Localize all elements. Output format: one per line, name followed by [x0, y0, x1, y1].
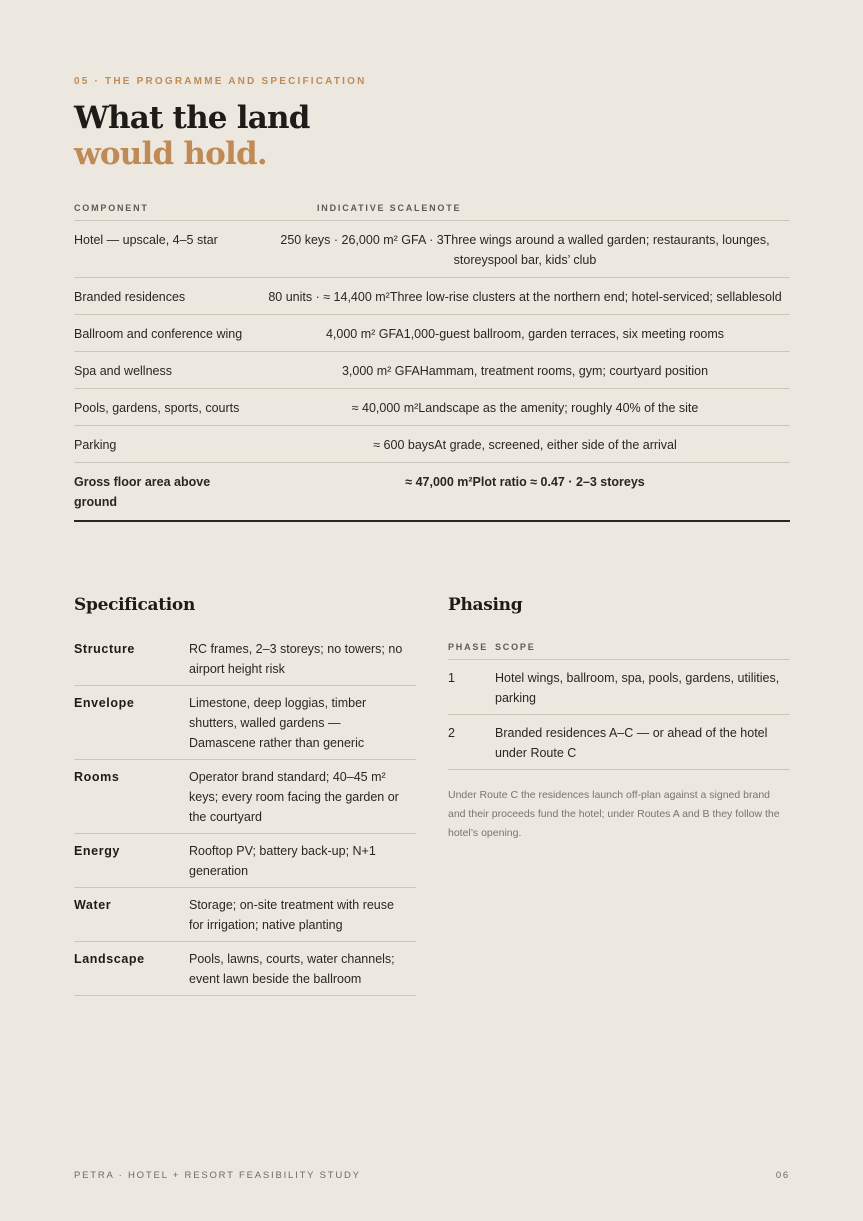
spec-key: Water — [74, 898, 112, 912]
table-row — [74, 426, 790, 463]
table-row — [74, 352, 790, 389]
specification-title: Specification — [74, 595, 196, 615]
header-scale-note: INDICATIVE SCALENOTE — [317, 202, 462, 213]
phasing-note: Under Route C the residences launch off-plan against a signed brand and their proceeds fund the hotel; under Routes A and B they follow the hotel’s opening. — [448, 789, 780, 839]
spec-value: Limestone, deep loggias, timber shutters, walled gardens — Damascene rather than generic — [189, 696, 367, 750]
spec-key: Structure — [74, 642, 135, 656]
header-phase: PHASE — [448, 642, 489, 652]
row-scale-note: ≈ 40,000 m²Landscape as the amenity; roughly 40% of the site — [351, 401, 699, 415]
header-component: COMPONENT — [74, 202, 149, 213]
phase-number: 1 — [448, 671, 455, 685]
row-component: Ballroom and conference wing — [74, 327, 243, 341]
table-row — [74, 389, 790, 426]
spec-value: Rooftop PV; battery back-up; N+1 generation — [189, 844, 376, 878]
phase-row — [448, 715, 790, 770]
spec-key: Rooms — [74, 770, 120, 784]
phasing-title: Phasing — [448, 595, 523, 615]
row-scale-note: 250 keys · 26,000 m² GFA · 3Three wings around a walled garden; restaurants, lounges, storeyspool bar, kids’ club — [280, 233, 770, 267]
row-scale-note: ≈ 600 baysAt grade, screened, either side of the arrival — [373, 438, 677, 452]
total-component: Gross floor area above ground — [74, 475, 211, 509]
table-row — [74, 315, 790, 352]
spec-row — [74, 632, 416, 686]
row-scale-note: 4,000 m² GFA1,000-guest ballroom, garden terraces, six meeting rooms — [325, 327, 725, 341]
spec-row — [74, 888, 416, 942]
row-component: Pools, gardens, sports, courts — [74, 401, 240, 415]
total-scale-note: ≈ 47,000 m²Plot ratio ≈ 0.47 · 2–3 storeys — [405, 475, 645, 489]
spec-key: Energy — [74, 844, 120, 858]
spec-value: RC frames, 2–3 storeys; no towers; no airport height risk — [189, 642, 403, 676]
phasing-table — [448, 635, 790, 843]
spec-row — [74, 942, 416, 996]
page — [74, 0, 790, 1221]
spec-row — [74, 760, 416, 834]
row-component: Branded residences — [74, 290, 186, 304]
spec-key: Landscape — [74, 952, 145, 966]
header-scope: SCOPE — [495, 642, 536, 652]
phase-row — [448, 660, 790, 715]
title-line-2: would hold. — [74, 136, 267, 172]
phasing-header — [448, 635, 790, 660]
row-component: Hotel — upscale, 4–5 star — [74, 233, 218, 247]
footer-title: PETRA · HOTEL + RESORT FEASIBILITY STUDY — [74, 1170, 361, 1181]
table-row — [74, 278, 790, 315]
row-scale-note: 3,000 m² GFAHammam, treatment rooms, gym; courtyard position — [341, 364, 709, 378]
programme-table — [74, 195, 790, 522]
total-row — [74, 463, 790, 522]
spec-value: Operator brand standard; 40–45 m² keys; every room facing the garden or the courtyard — [189, 770, 399, 824]
row-scale-note: 80 units · ≈ 14,400 m²Three low-rise clusters at the northern end; hotel-serviced; sellablesold — [268, 290, 782, 304]
spec-value: Pools, lawns, courts, water channels; event lawn beside the ballroom — [189, 952, 395, 986]
page-title — [74, 100, 310, 172]
spec-key: Envelope — [74, 696, 135, 710]
phase-scope: Hotel wings, ballroom, spa, pools, gardens, utilities, parking — [495, 671, 780, 705]
spec-row — [74, 834, 416, 888]
table-row — [74, 221, 790, 278]
title-line-1: What the land — [74, 100, 310, 136]
section-eyebrow: 05 · THE PROGRAMME AND SPECIFICATION — [74, 76, 367, 87]
programme-table-header — [74, 195, 790, 221]
spec-row — [74, 686, 416, 760]
page-number: 06 — [775, 1170, 790, 1181]
specification-table — [74, 632, 416, 996]
phase-scope: Branded residences A–C — or ahead of the hotel under Route C — [495, 726, 768, 760]
spec-value: Storage; on-site treatment with reuse for irrigation; native planting — [189, 898, 394, 932]
row-component: Spa and wellness — [74, 364, 172, 378]
phase-number: 2 — [448, 726, 455, 740]
row-component: Parking — [74, 438, 117, 452]
